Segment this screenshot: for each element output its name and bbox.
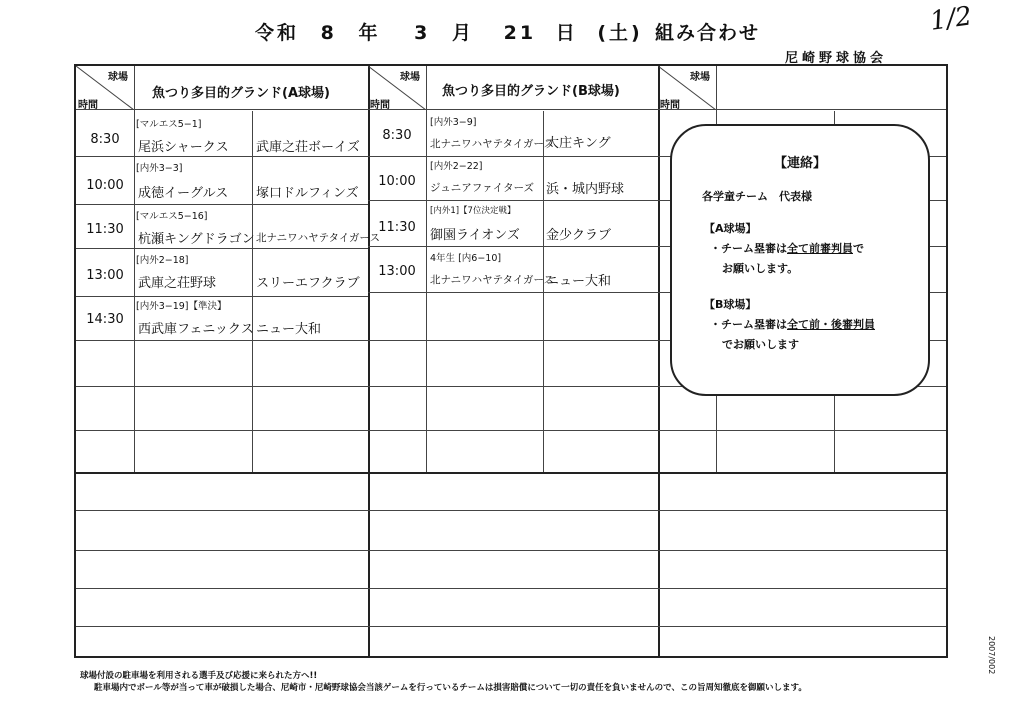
header-row-line bbox=[76, 109, 946, 110]
team-away: ニュー大和 bbox=[256, 322, 322, 337]
col-line bbox=[426, 66, 427, 474]
game-time: 14:30 bbox=[86, 312, 124, 327]
team-home: 北ナニワハヤテタイガース bbox=[430, 138, 555, 150]
team-away: 大庄キング bbox=[546, 136, 611, 151]
field-label: 球場 bbox=[108, 72, 128, 83]
notice-addressee: 各学童チーム 代表様 bbox=[702, 190, 812, 203]
row-line bbox=[368, 200, 658, 201]
venue-a-name: 魚つり多目的グランド(A球場) bbox=[152, 86, 330, 101]
page-number: 1/2 bbox=[928, 1, 974, 37]
notice-b-text: ・チーム塁審は bbox=[710, 318, 787, 331]
team-away: 武庫之荘ボーイズ bbox=[256, 140, 360, 155]
document-title: 組み合わせ bbox=[655, 22, 761, 44]
time-label: 時間 bbox=[370, 100, 390, 111]
notice-b-emphasis: 全て前・後審判員 bbox=[787, 318, 875, 331]
date-year: 8 bbox=[320, 22, 337, 44]
footer-line-1: 球場付設の駐車場を利用される選手及び応援に来られた方へ!! bbox=[80, 671, 318, 681]
section-divider bbox=[368, 66, 370, 656]
notice-a-line1 bbox=[710, 240, 864, 256]
team-away: ニュー大和 bbox=[546, 274, 612, 289]
game-tag: [内外2−18] bbox=[136, 255, 189, 266]
row-line bbox=[76, 248, 368, 249]
notice-a-text: ・チーム塁審は bbox=[710, 242, 787, 255]
game-time: 10:00 bbox=[378, 174, 416, 189]
field-label: 球場 bbox=[400, 72, 420, 83]
row-line bbox=[76, 156, 368, 157]
notice-b-line1 bbox=[710, 316, 875, 332]
team-away: 塚口ドルフィンズ bbox=[256, 186, 359, 201]
organization-name: 尼崎野球協会 bbox=[785, 51, 888, 66]
row-line bbox=[76, 510, 946, 511]
game-tag: [内外3−3] bbox=[136, 163, 183, 174]
footer-line-2: 駐車場内でボール等が当って車が破損した場合、尼崎市・尼崎野球協会当該ゲームを行っているチームは損害賠償について一切の責任を負いませんので、この旨周知徹底を御願いします。 bbox=[94, 683, 807, 693]
row-line bbox=[76, 340, 368, 341]
time-label: 時間 bbox=[78, 100, 98, 111]
row-line bbox=[368, 386, 658, 387]
team-home: 北ナニワハヤテタイガース bbox=[430, 274, 555, 286]
notice-b-heading: 【B球場】 bbox=[704, 298, 757, 311]
row-line bbox=[368, 340, 658, 341]
team-away: スリーエフクラブ bbox=[256, 276, 360, 291]
row-line bbox=[368, 156, 658, 157]
notice-a-heading: 【A球場】 bbox=[704, 222, 757, 235]
game-tag: [マルエス5−16] bbox=[136, 211, 208, 222]
col-line bbox=[252, 111, 253, 474]
date-month-unit: 月 bbox=[452, 22, 475, 44]
game-time: 8:30 bbox=[382, 128, 412, 143]
team-home: 御園ライオンズ bbox=[430, 228, 520, 243]
game-tag: [マルエス5−1] bbox=[136, 119, 202, 130]
row-line bbox=[76, 550, 946, 551]
fax-stamp: 2007/002 bbox=[987, 636, 996, 675]
team-home: 杭瀬キングドラゴン bbox=[138, 232, 255, 247]
game-tag: 4年生 [内6−10] bbox=[430, 253, 502, 264]
notice-box bbox=[670, 124, 930, 396]
schedule-date bbox=[255, 18, 643, 45]
game-tag: [内外3−9] bbox=[430, 117, 477, 128]
section-divider bbox=[658, 66, 660, 656]
notice-b-line2: でお願いします bbox=[722, 338, 799, 351]
date-day: 21 bbox=[503, 22, 537, 44]
team-home: ジュニアファイターズ bbox=[430, 182, 535, 194]
game-tag: [内外3−19]【準決】 bbox=[136, 301, 227, 312]
row-line bbox=[368, 246, 658, 247]
game-tag: [内外2−22] bbox=[430, 161, 483, 172]
game-time: 10:00 bbox=[86, 178, 124, 193]
team-home: 武庫之荘野球 bbox=[138, 276, 217, 291]
row-line bbox=[76, 296, 368, 297]
game-time: 8:30 bbox=[90, 132, 120, 147]
team-away: 浜・城内野球 bbox=[546, 182, 625, 197]
game-time: 11:30 bbox=[86, 222, 124, 237]
notice-title: 【連絡】 bbox=[774, 156, 827, 171]
date-month: 3 bbox=[414, 22, 431, 44]
notice-a-line2: お願いします。 bbox=[722, 262, 799, 275]
team-home: 西武庫フェニックス bbox=[138, 322, 254, 337]
date-era: 令和 bbox=[255, 22, 300, 44]
venue-b-name: 魚つり多目的グランド(B球場) bbox=[442, 84, 620, 99]
notice-a-emphasis: 全て前審判員 bbox=[787, 242, 853, 255]
row-line bbox=[76, 430, 368, 431]
team-away: 北ナニワハヤテタイガース bbox=[256, 232, 381, 244]
notice-a-suffix: で bbox=[853, 242, 864, 255]
game-time: 13:00 bbox=[378, 264, 416, 279]
row-line bbox=[658, 430, 946, 431]
date-day-unit: 日 bbox=[555, 22, 578, 44]
game-tag: [内外1]【7位決定戦】 bbox=[430, 206, 516, 216]
col-line bbox=[134, 66, 135, 474]
game-time: 13:00 bbox=[86, 268, 124, 283]
row-line bbox=[76, 386, 368, 387]
row-line bbox=[368, 430, 658, 431]
row-line bbox=[76, 204, 368, 205]
time-label: 時間 bbox=[660, 100, 680, 111]
date-year-unit: 年 bbox=[358, 22, 381, 44]
row-line bbox=[76, 626, 946, 627]
lower-area-line bbox=[76, 472, 946, 474]
game-time: 11:30 bbox=[378, 220, 416, 235]
row-line bbox=[368, 292, 658, 293]
team-away: 金少クラブ bbox=[546, 228, 612, 243]
field-label: 球場 bbox=[690, 72, 710, 83]
date-weekday: (土) bbox=[597, 22, 643, 44]
row-line bbox=[76, 588, 946, 589]
team-home: 成徳イーグルス bbox=[138, 186, 229, 201]
team-home: 尾浜シャークス bbox=[138, 140, 229, 155]
